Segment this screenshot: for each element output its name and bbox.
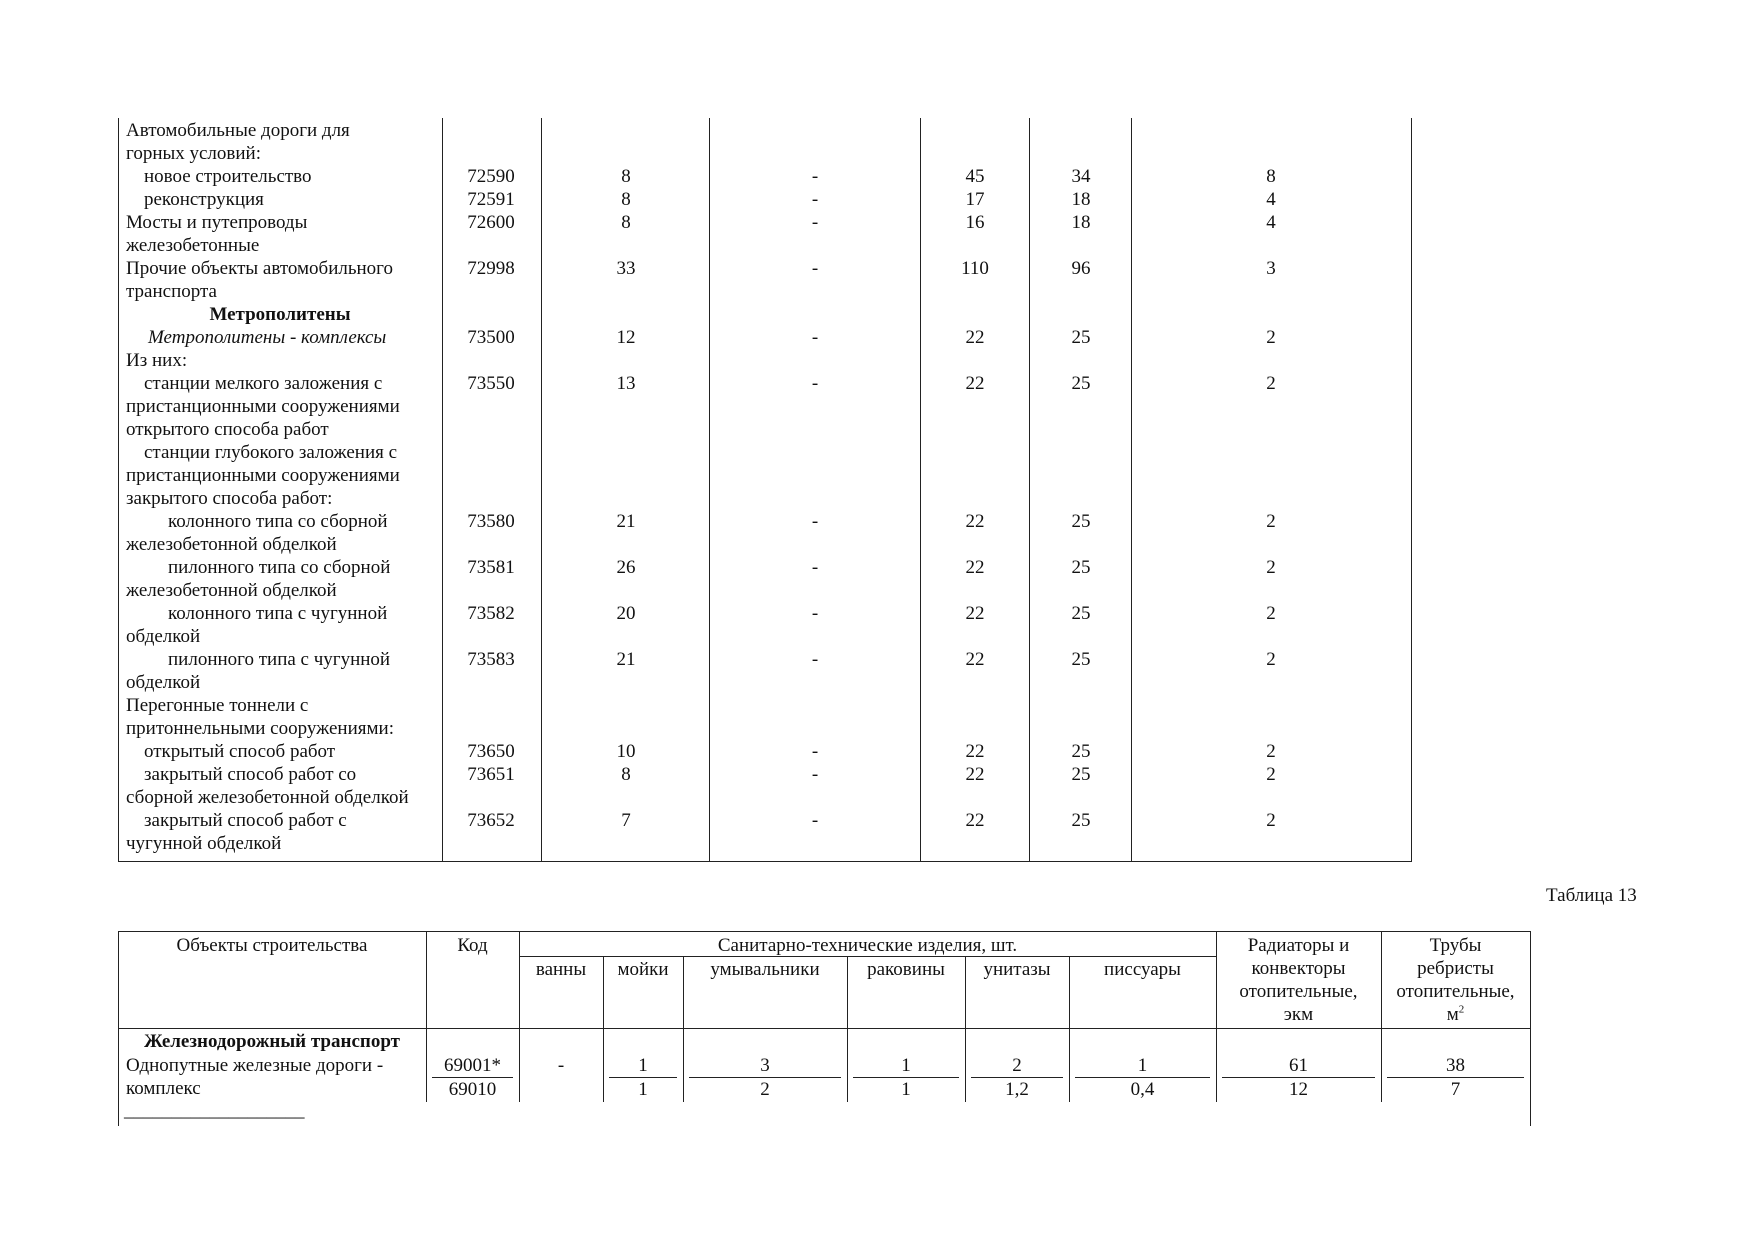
value-denominator: 1	[901, 1079, 911, 1100]
row-value: 2	[1266, 373, 1276, 394]
row-value: -	[811, 166, 819, 187]
row-name-line: Автомобильные дороги для	[126, 120, 350, 141]
row-value: 4	[1266, 189, 1276, 210]
value-numerator: 38	[1446, 1055, 1465, 1076]
row-code: 72600	[467, 212, 515, 233]
header-subcolumn: мойки	[617, 959, 669, 980]
value-numerator: 61	[1289, 1055, 1308, 1076]
row-value: 18	[1071, 212, 1091, 233]
row-name-line: Метрополитены - комплексы	[148, 327, 387, 348]
row-name-line: чугунной обделкой	[126, 833, 282, 854]
row-value: 20	[616, 603, 636, 624]
header-subcolumn: умывальники	[710, 959, 820, 980]
value-numerator: 2	[1012, 1055, 1022, 1076]
section-heading-metro: Метрополитены	[209, 304, 351, 325]
row-value: 25	[1071, 764, 1091, 785]
row-value: -	[811, 511, 819, 532]
row-name-line: пилонного типа со сборной	[168, 557, 391, 578]
row-name-line: открытого способа работ	[126, 419, 329, 440]
header-radiators: Радиаторы и	[1247, 935, 1350, 956]
row-value: 25	[1071, 511, 1091, 532]
row-value: 22	[965, 373, 985, 394]
value-denominator: 1,2	[1005, 1079, 1029, 1100]
section-heading-railway: Железнодорожный транспорт	[144, 1031, 400, 1052]
row-name-line: Перегонные тоннели с	[126, 695, 309, 716]
row-name-line: обделкой	[126, 672, 201, 693]
row-value: 8	[621, 764, 631, 785]
row-value: -	[811, 327, 819, 348]
header-pipes: Трубы	[1429, 935, 1482, 956]
header-pipes: отопительные,	[1396, 981, 1515, 1002]
row-value: 8	[1266, 166, 1276, 187]
row-value: 22	[965, 764, 985, 785]
header-subcolumn: унитазы	[983, 959, 1051, 980]
row-name-line: пристанционными сооружениями	[126, 465, 400, 486]
row-value: -	[811, 557, 819, 578]
table1-column-rule	[118, 118, 119, 861]
table1-bottom-rule	[118, 861, 1412, 862]
table2-top-rule	[118, 931, 1531, 932]
row-name-line: транспорта	[126, 281, 217, 302]
row-value: 22	[965, 810, 985, 831]
row-value: 7	[621, 810, 631, 831]
header-subcolumn: ванны	[535, 959, 587, 980]
header-pipes-unit: $м^2$	[1446, 1003, 1465, 1025]
header-objects: Объекты строительства	[176, 935, 368, 956]
table2-header-bottom-rule	[118, 1028, 1531, 1029]
row-value: 33	[616, 258, 636, 279]
code-numerator: 69001*	[444, 1055, 501, 1076]
row-name-line: Из них:	[126, 350, 188, 371]
row-code: 72591	[467, 189, 515, 210]
value-denominator: 1	[638, 1079, 648, 1100]
header-pipes: ребристы	[1417, 958, 1494, 979]
row-value: 13	[616, 373, 636, 394]
row-name-line: Прочие объекты автомобильного	[126, 258, 394, 279]
row-value: 2	[1266, 764, 1276, 785]
row-value: 26	[616, 557, 636, 578]
row-name-line: железобетонной обделкой	[126, 534, 337, 555]
row-name-line: закрытый способ работ с	[144, 810, 347, 831]
row-value: 4	[1266, 212, 1276, 233]
row-name-line: реконструкция	[144, 189, 264, 210]
table-caption: Таблица 13	[1546, 885, 1637, 906]
row-value: -	[811, 189, 819, 210]
row-value: -	[811, 258, 819, 279]
row-value: -	[811, 212, 819, 233]
row-code: 73650	[467, 741, 515, 762]
row-code: 72590	[467, 166, 515, 187]
row-value: 22	[965, 511, 985, 532]
row-value: 8	[621, 212, 631, 233]
value-denominator: 2	[760, 1079, 770, 1100]
row-name-line: колонного типа со сборной	[168, 511, 388, 532]
row-value: 22	[965, 603, 985, 624]
row-value: 2	[1266, 810, 1276, 831]
row-value: 2	[1266, 557, 1276, 578]
row-code: 73581	[467, 557, 515, 578]
header-subcolumn: писсуары	[1104, 959, 1181, 980]
row-value: 21	[616, 649, 636, 670]
row-name-line: новое строительство	[144, 166, 312, 187]
row-name-line: притоннельными сооружениями:	[126, 718, 394, 739]
row-value: 25	[1071, 810, 1091, 831]
value-numerator: -	[557, 1055, 565, 1076]
row-name-line: колонного типа с чугунной	[168, 603, 388, 624]
row-name-line: пилонного типа с чугунной	[168, 649, 391, 670]
row-value: 25	[1071, 557, 1091, 578]
row-value: 16	[965, 212, 985, 233]
value-numerator: 3	[760, 1055, 770, 1076]
header-radiators: экм	[1283, 1004, 1314, 1025]
footnote-rule: ___________________	[124, 1100, 305, 1121]
row-value: 22	[965, 741, 985, 762]
superscript-two: 2	[1458, 1003, 1465, 1016]
row-value: 25	[1071, 741, 1091, 762]
row-value: -	[811, 603, 819, 624]
row-name-line: комплекс	[126, 1078, 201, 1099]
row-value: 2	[1266, 327, 1276, 348]
header-subcolumn: раковины	[867, 959, 945, 980]
row-value: 22	[965, 327, 985, 348]
row-code: 73582	[467, 603, 515, 624]
row-value: 110	[961, 258, 989, 279]
code-denominator: 69010	[448, 1079, 497, 1100]
value-numerator: 1	[638, 1055, 648, 1076]
row-value: 18	[1071, 189, 1091, 210]
row-value: 25	[1071, 327, 1091, 348]
row-value: -	[811, 764, 819, 785]
row-value: 17	[965, 189, 985, 210]
table2-outer-rule	[118, 931, 119, 1126]
header-radiators: отопительные,	[1239, 981, 1358, 1002]
row-value: 12	[616, 327, 636, 348]
row-value: 45	[965, 166, 985, 187]
row-value: 21	[616, 511, 636, 532]
row-code: 73583	[467, 649, 515, 670]
row-value: -	[811, 373, 819, 394]
header-radiators: конвекторы	[1251, 958, 1346, 979]
header-sanitary-group: Санитарно-технические изделия, шт.	[717, 935, 1018, 956]
row-name-line: сборной железобетонной обделкой	[126, 787, 409, 808]
row-name-line: Мосты и путепроводы	[126, 212, 308, 233]
row-name-line: обделкой	[126, 626, 201, 647]
row-name-line: закрытый способ работ со	[144, 764, 357, 785]
row-value: 25	[1071, 373, 1091, 394]
row-code: 73580	[467, 511, 515, 532]
row-value: 2	[1266, 741, 1276, 762]
row-name-line: железобетонной обделкой	[126, 580, 337, 601]
row-code: 73500	[467, 327, 515, 348]
row-value: 22	[965, 649, 985, 670]
value-denominator: 12	[1289, 1079, 1308, 1100]
row-name-line: горных условий:	[126, 143, 262, 164]
row-code: 72998	[467, 258, 515, 279]
row-value: 2	[1266, 603, 1276, 624]
row-value: -	[811, 649, 819, 670]
row-code: 73550	[467, 373, 515, 394]
row-value: 25	[1071, 649, 1091, 670]
row-name-line: открытый способ работ	[144, 741, 336, 762]
row-value: 8	[621, 166, 631, 187]
row-value: -	[811, 810, 819, 831]
row-code: 73651	[467, 764, 515, 785]
row-name-line: пристанционными сооружениями	[126, 396, 400, 417]
row-value: 10	[616, 741, 636, 762]
row-code: 73652	[467, 810, 515, 831]
row-value: 3	[1266, 258, 1276, 279]
row-value: 96	[1071, 258, 1091, 279]
row-name-line: закрытого способа работ:	[126, 488, 333, 509]
row-name-line: Однопутные железные дороги -	[126, 1055, 384, 1076]
value-denominator: 7	[1450, 1079, 1461, 1100]
row-value: 25	[1071, 603, 1091, 624]
value-numerator: 1	[901, 1055, 911, 1076]
header-code: Код	[457, 935, 488, 956]
row-value: 2	[1266, 511, 1276, 532]
row-value: 8	[621, 189, 631, 210]
row-name-line: станции мелкого заложения с	[144, 373, 383, 394]
row-name-line: станции глубокого заложения с	[144, 442, 398, 463]
row-value: -	[811, 741, 819, 762]
row-value: 22	[965, 557, 985, 578]
row-name-line: железобетонные	[126, 235, 260, 256]
value-numerator: 1	[1137, 1055, 1148, 1076]
row-value: 34	[1071, 166, 1091, 187]
row-value: 2	[1266, 649, 1276, 670]
value-denominator: 0,4	[1130, 1079, 1155, 1100]
